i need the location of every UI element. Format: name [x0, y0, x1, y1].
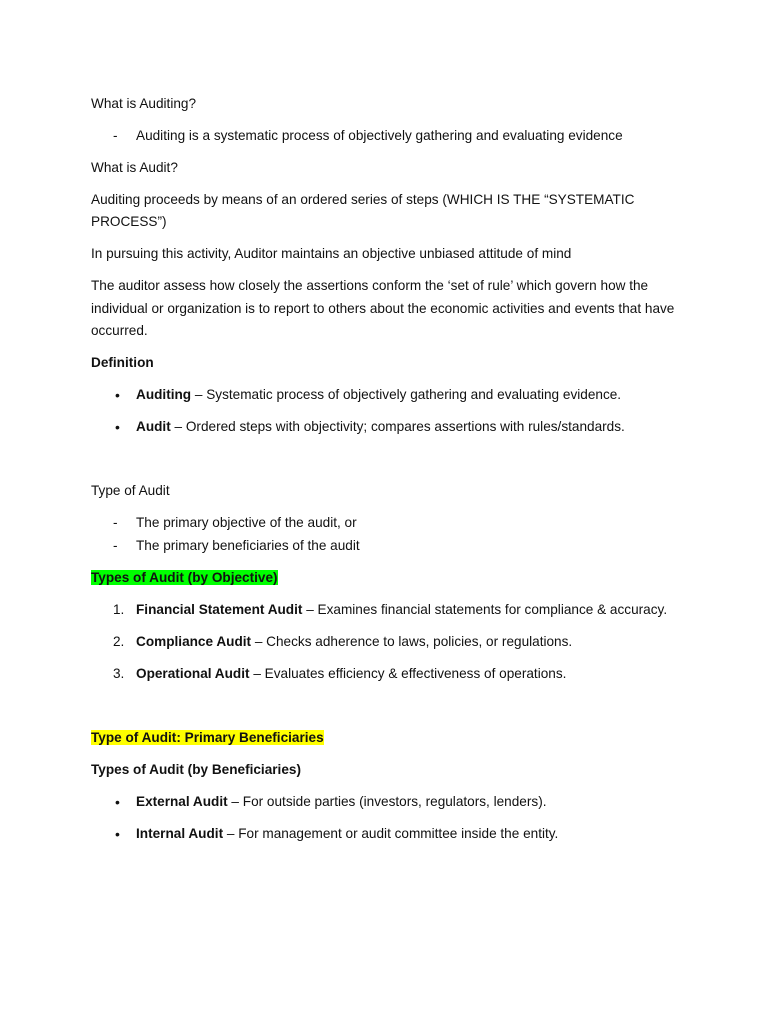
- objective-numbered-list: [91, 599, 681, 685]
- paragraph-assertions: The auditor assess how closely the assertions conform the ‘set of rule’ which govern how the individual or organization is to report to others about the economic activities and events that have occurred.: [91, 278, 675, 339]
- question-what-is-audit: What is Audit?: [91, 160, 178, 175]
- type-dash-list: [91, 512, 681, 557]
- list-item-text: The primary beneficiaries of the audit: [136, 537, 360, 553]
- objective-heading-line: [91, 567, 681, 589]
- definition-heading: Definition: [91, 355, 154, 371]
- bullet-marker: •: [115, 825, 120, 842]
- question-what-is-auditing: What is Auditing?: [91, 96, 197, 111]
- definition-text: – Checks adherence to laws, policies, or regulations.: [251, 633, 573, 649]
- number-marker: 2.: [113, 633, 125, 649]
- beneficiaries-highlight-line: [91, 727, 681, 749]
- list-item: [91, 791, 681, 813]
- term-audit: Audit: [136, 419, 171, 435]
- list-item: [91, 416, 681, 438]
- list-item: [91, 823, 681, 845]
- blank-line: [91, 695, 681, 717]
- term-compliance-audit: Compliance Audit: [136, 633, 252, 649]
- bullet-marker: •: [115, 387, 120, 404]
- number-marker: 1.: [113, 601, 125, 617]
- number-marker: 3.: [113, 665, 125, 681]
- document-body: [91, 93, 681, 855]
- term-external-audit: External Audit: [136, 793, 228, 809]
- beneficiaries-heading: Types of Audit (by Beneficiaries): [91, 761, 301, 777]
- definition-text: – Examines financial statements for compliance & accuracy.: [302, 601, 668, 617]
- list-item: [91, 125, 681, 147]
- beneficiaries-list: [91, 791, 681, 845]
- term-internal-audit: Internal Audit: [136, 825, 224, 841]
- bullet-marker: •: [115, 419, 120, 436]
- list-item: [91, 512, 681, 534]
- paragraph-ordered-steps: Auditing proceeds by means of an ordered series of steps (WHICH IS THE “SYSTEMATIC PROCESS”): [91, 192, 635, 230]
- dash-marker: -: [113, 128, 118, 143]
- term-operational-audit: Operational Audit: [136, 665, 250, 681]
- definition-text: – Systematic process of objectively gathering and evaluating evidence.: [191, 387, 622, 403]
- list-item-text: The primary objective of the audit, or: [136, 515, 357, 531]
- term-financial-statement-audit: Financial Statement Audit: [136, 601, 303, 617]
- dash-marker: -: [113, 515, 118, 531]
- list-item: [91, 663, 681, 685]
- auditing-dash-list: [91, 125, 681, 147]
- definition-text: – Evaluates efficiency & effectiveness of operations.: [249, 665, 567, 681]
- bullet-marker: •: [115, 793, 120, 810]
- list-item: [91, 384, 681, 406]
- objective-heading: Types of Audit (by Objective): [91, 569, 278, 585]
- list-item: [91, 631, 681, 653]
- dash-marker: -: [113, 537, 118, 553]
- list-item: [91, 535, 681, 557]
- list-item-text: Auditing is a systematic process of objectively gathering and evaluating evidence: [136, 128, 623, 143]
- blank-line: [91, 448, 681, 470]
- definition-text: – For outside parties (investors, regulators, lenders).: [227, 793, 547, 809]
- definition-text: – For management or audit committee inside the entity.: [223, 825, 559, 841]
- term-auditing: Auditing: [136, 387, 192, 403]
- type-of-audit-heading: Type of Audit: [91, 483, 170, 499]
- definition-text: – Ordered steps with objectivity; compares assertions with rules/standards.: [170, 419, 625, 435]
- list-item: [91, 599, 681, 621]
- definition-list: [91, 384, 681, 438]
- paragraph-objective-attitude: In pursuing this activity, Auditor maintains an objective unbiased attitude of mind: [91, 246, 572, 262]
- beneficiaries-highlight-heading: Type of Audit: Primary Beneficiaries: [91, 729, 324, 745]
